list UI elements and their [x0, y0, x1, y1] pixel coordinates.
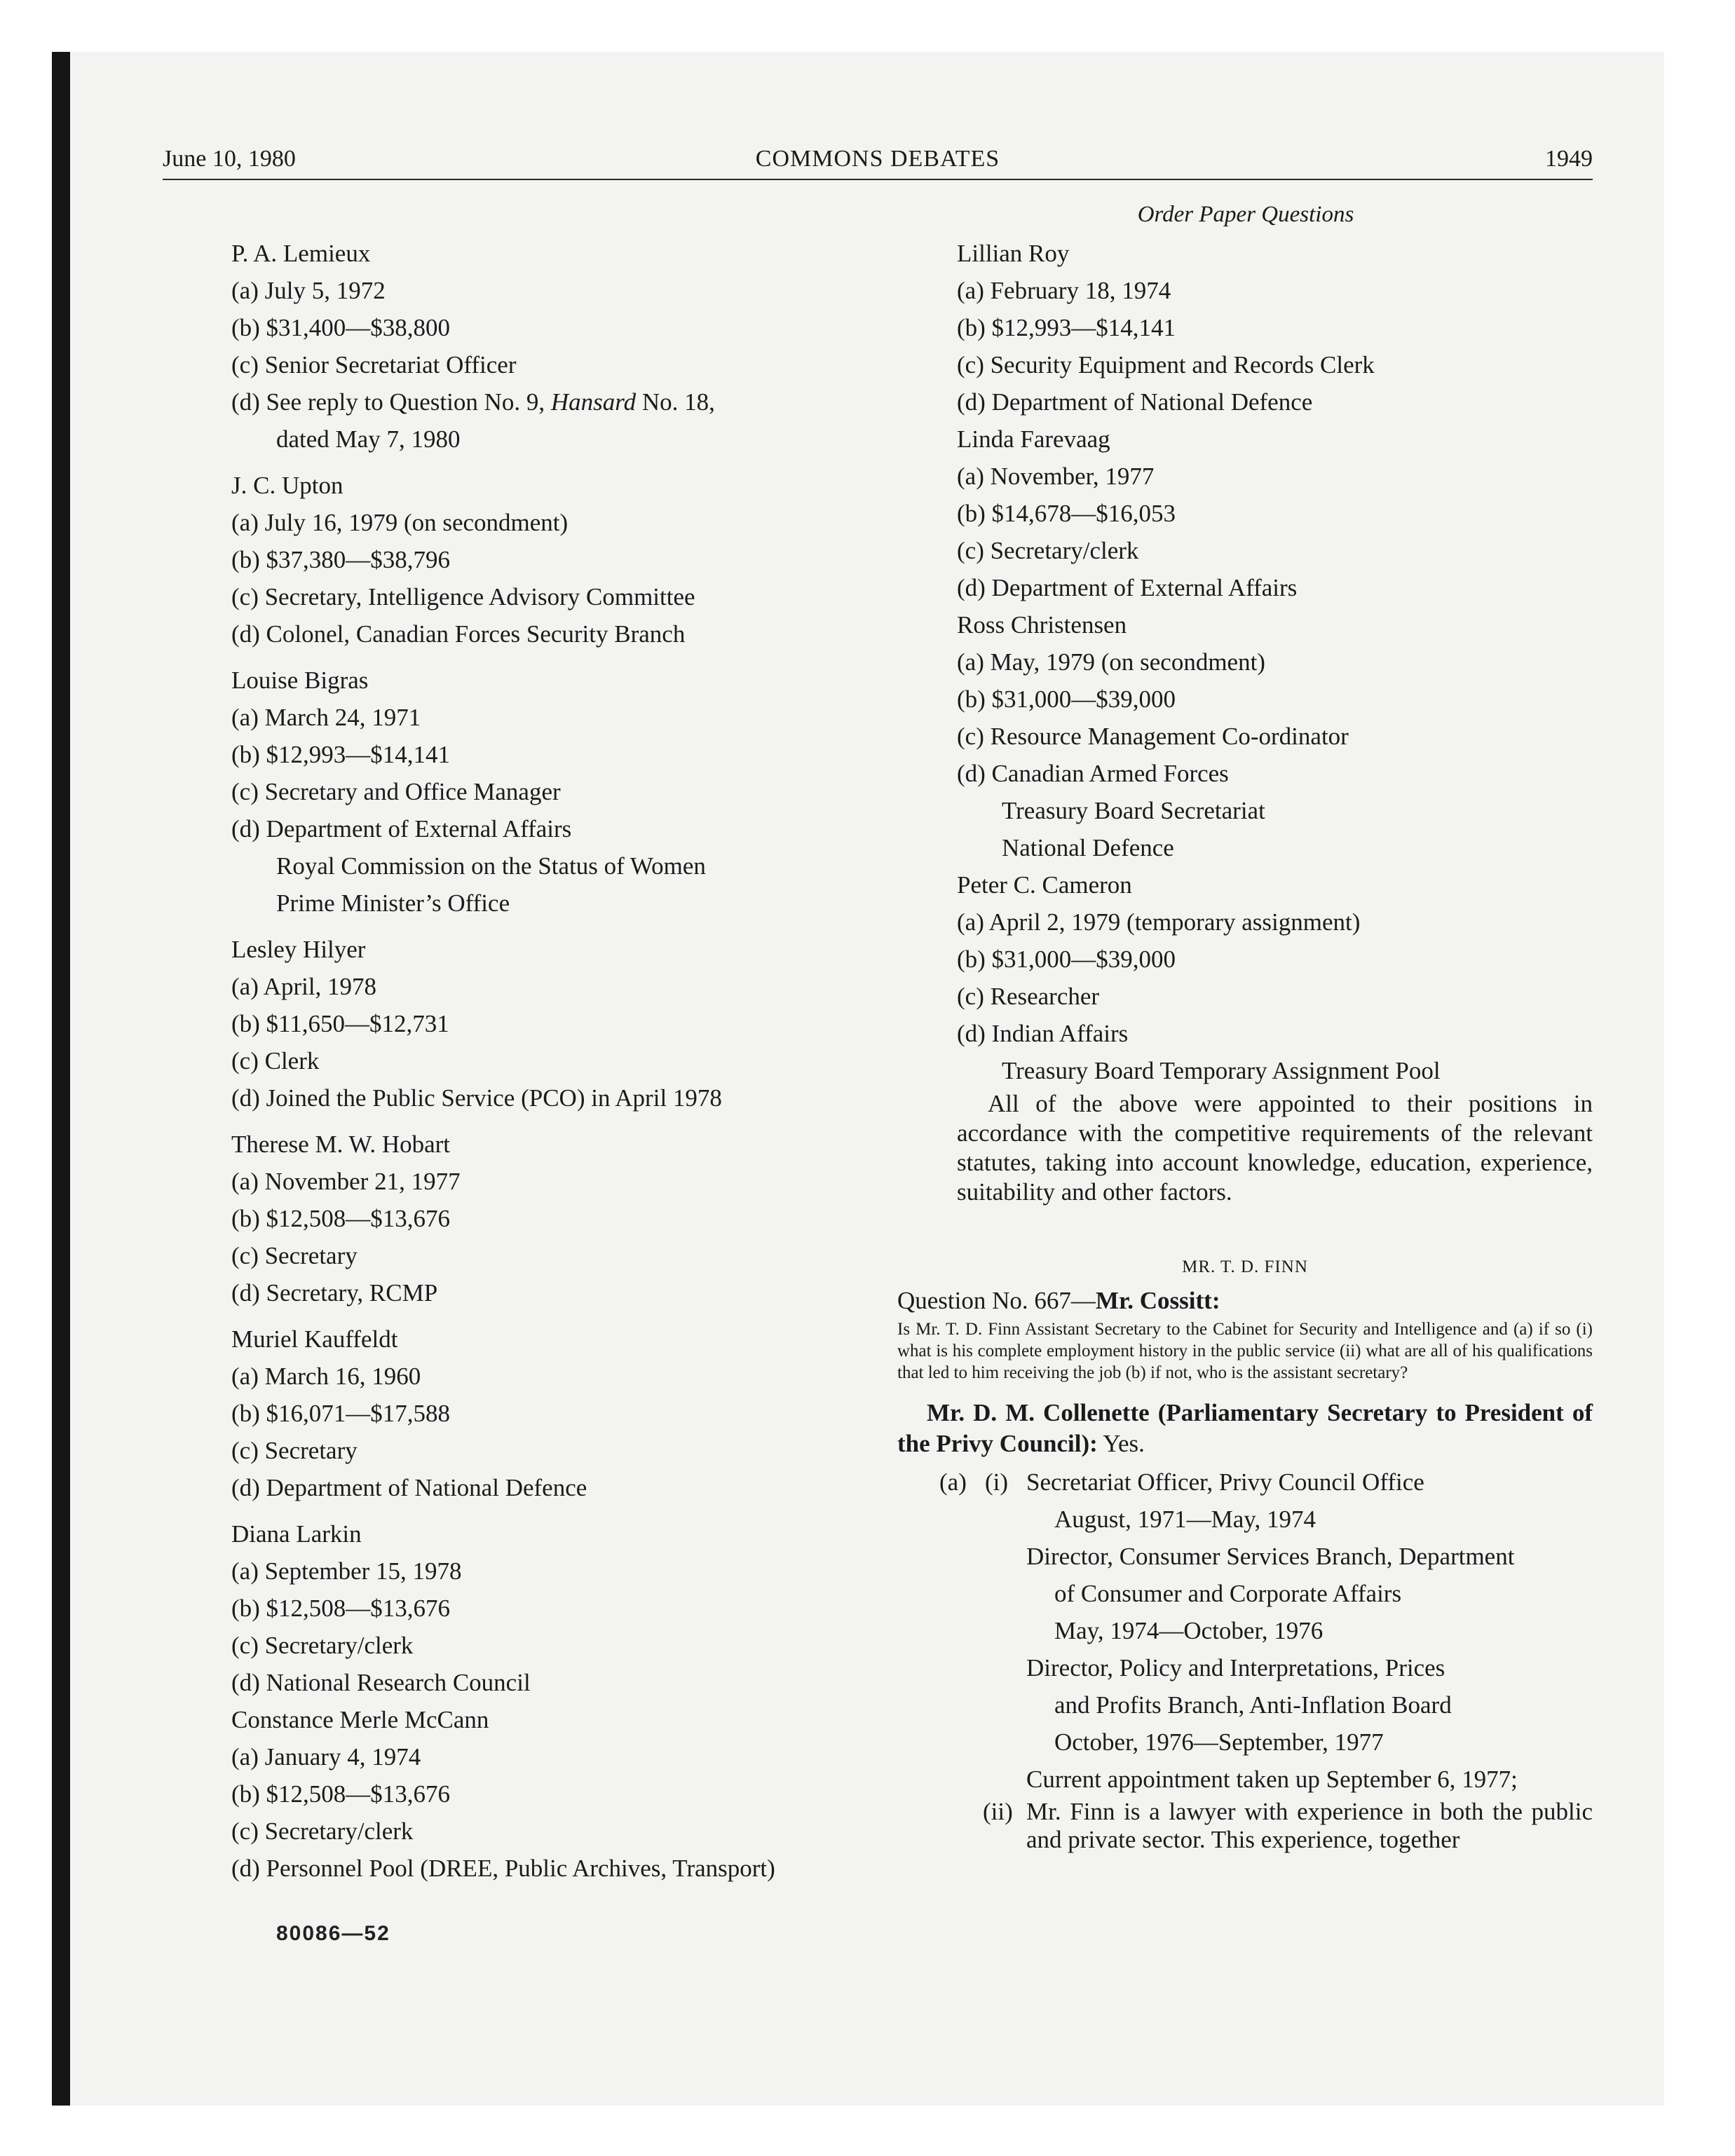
entry-item: (d) Canadian Armed Forces	[957, 760, 1229, 787]
entry-item: (c) Secretary/clerk	[231, 1632, 414, 1659]
entry-item: (a) April 2, 1979 (temporary assignment)	[957, 908, 1361, 936]
header-rule	[163, 179, 1593, 180]
entry-item: (a) July 5, 1972	[231, 277, 386, 304]
employee-name: J. C. Upton	[231, 472, 343, 499]
entry-item: (d) Indian Affairs	[957, 1020, 1129, 1047]
entry-item: (c) Secretary	[231, 1437, 358, 1464]
history-line: October, 1976—September, 1977	[1054, 1728, 1384, 1756]
answer-line	[897, 1649, 1593, 1686]
entry-item	[231, 383, 883, 421]
employee-name: Muriel Kauffeldt	[231, 1325, 398, 1353]
right-column	[957, 235, 1593, 1207]
answer-ii-text: Mr. Finn is a lawyer with experience in both the public and private sector. This experience, together	[1026, 1798, 1593, 1853]
entry-continuation: Treasury Board Temporary Assignment Pool	[1002, 1057, 1441, 1084]
entry-item: (c) Resource Management Co-ordinator	[957, 723, 1349, 750]
answer-line	[897, 1686, 1593, 1724]
entry-item: (b) $14,678—$16,053	[957, 500, 1176, 527]
entry-item: (a) March 24, 1971	[231, 704, 421, 731]
closing-paragraph: All of the above were appointed to their positions in accordance with the competitive requirements of the relevant statutes, taking into account knowledge, education, experience, suitability and other factors.	[957, 1090, 1593, 1206]
history-line: of Consumer and Corporate Affairs	[1054, 1580, 1402, 1607]
employee-name: Ross Christensen	[957, 611, 1127, 639]
answer-line	[897, 1538, 1593, 1575]
hansard-reference: Hansard	[550, 388, 637, 416]
entry-item: (a) July 16, 1979 (on secondment)	[231, 509, 569, 536]
entry-item: (c) Clerk	[231, 1047, 320, 1074]
entry-continuation: Treasury Board Secretariat	[1002, 797, 1265, 824]
employee-name: Linda Farevaag	[957, 425, 1110, 453]
answer-line	[897, 1724, 1593, 1761]
entry-item: (b) $12,508—$13,676	[231, 1595, 451, 1622]
question-number: Question No. 667—	[897, 1287, 1096, 1314]
employee-name: P. A. Lemieux	[231, 240, 371, 267]
entry-item: (b) $31,000—$39,000	[957, 685, 1176, 713]
history-line: Current appointment taken up September 6, 1977;	[1026, 1766, 1518, 1793]
entry-item: (a) September 15, 1978	[231, 1557, 462, 1585]
entry-item: (a) November, 1977	[957, 463, 1155, 490]
employee-name: Therese M. W. Hobart	[231, 1131, 451, 1158]
section-label: Order Paper Questions	[1137, 202, 1354, 227]
entry-item: (b) $31,000—$39,000	[957, 946, 1176, 973]
history-line: and Profits Branch, Anti-Inflation Board	[1054, 1691, 1452, 1719]
answer-marker-a: (a)	[939, 1468, 967, 1496]
entry-item: (a) April, 1978	[231, 973, 377, 1000]
entry-item: (b) $16,071—$17,588	[231, 1400, 451, 1427]
entry-item: (c) Secretary	[231, 1242, 358, 1269]
entry-item: (c) Secretary and Office Manager	[231, 778, 561, 805]
entry-item: (b) $12,508—$13,676	[231, 1780, 451, 1808]
header-date: June 10, 1980	[163, 146, 296, 172]
page-number: 1949	[1545, 146, 1593, 172]
entry-item-text: (d) See reply to Question No. 9,	[231, 388, 551, 416]
entry-item: (a) May, 1979 (on secondment)	[957, 648, 1265, 676]
entry-item-text: No. 18,	[636, 388, 715, 416]
answer-ii	[897, 1798, 1593, 1861]
question-member: Mr. Cossitt:	[1095, 1287, 1220, 1314]
entry-item: (b) $12,508—$13,676	[231, 1205, 451, 1232]
history-line: Secretariat Officer, Privy Council Office	[1026, 1468, 1424, 1496]
answer-line	[897, 1464, 1593, 1501]
employee-name: Lillian Roy	[957, 240, 1070, 267]
entry-item: (d) Department of National Defence	[231, 1474, 587, 1501]
answer-line	[897, 1501, 1593, 1538]
publication-title: COMMONS DEBATES	[755, 146, 1000, 172]
entry-item: (b) $12,993—$14,141	[957, 314, 1176, 341]
left-column	[231, 235, 883, 1887]
question-title	[897, 1283, 1593, 1318]
entry-item: (d) Joined the Public Service (PCO) in April 1978	[231, 1084, 722, 1112]
entry-item: (b) $11,650—$12,731	[231, 1010, 449, 1037]
entry-item: (a) November 21, 1977	[231, 1168, 461, 1195]
entry-item: (b) $12,993—$14,141	[231, 741, 451, 768]
employee-name: Louise Bigras	[231, 667, 369, 694]
binding-edge	[52, 52, 70, 2106]
print-code: 80086—52	[276, 1922, 390, 1945]
employee-name: Diana Larkin	[231, 1520, 362, 1548]
history-line: August, 1971—May, 1974	[1054, 1506, 1316, 1533]
entry-item: (c) Researcher	[957, 983, 1100, 1010]
entry-continuation: National Defence	[1002, 834, 1174, 861]
entry-item: (c) Secretary, Intelligence Advisory Committee	[231, 583, 695, 610]
employee-name: Peter C. Cameron	[957, 871, 1132, 899]
page-header	[163, 146, 1593, 179]
entry-item: (c) Secretary/clerk	[957, 537, 1139, 564]
question-text: Is Mr. T. D. Finn Assistant Secretary to the Cabinet for Security and Intelligence and (a) if so (i) what is his complete employment history in the public service (ii) what are all of his qualifications that led to him receiving the job (b) if not, who is the assistant secretary?	[897, 1320, 1593, 1382]
entry-item: (c) Senior Secretariat Officer	[231, 351, 517, 378]
entry-continuation: Prime Minister’s Office	[276, 889, 510, 917]
entry-item: (d) Department of External Affairs	[231, 815, 572, 842]
entry-item: (b) $31,400—$38,800	[231, 314, 451, 341]
entry-item: (c) Secretary/clerk	[231, 1817, 414, 1845]
answer-speaker: Mr. D. M. Collenette (Parliamentary Secretary to President of the Privy Council):	[897, 1399, 1593, 1457]
entry-item: (c) Security Equipment and Records Clerk	[957, 351, 1375, 378]
entry-item: (d) Secretary, RCMP	[231, 1279, 438, 1306]
answer-marker-i: (i)	[985, 1468, 1009, 1496]
entry-continuation: dated May 7, 1980	[276, 425, 461, 453]
entry-item: (b) $37,380—$38,796	[231, 546, 451, 573]
answer-line	[897, 1612, 1593, 1649]
employee-name: Lesley Hilyer	[231, 936, 366, 963]
entry-item: (d) Department of National Defence	[957, 388, 1313, 416]
answer-line	[897, 1575, 1593, 1612]
entry-item: (d) Colonel, Canadian Forces Security Branch	[231, 620, 686, 648]
entry-item: (a) January 4, 1974	[231, 1743, 421, 1770]
answer-intro	[897, 1398, 1593, 1459]
answer-marker-ii: (ii)	[983, 1798, 1013, 1825]
entry-item: (d) Department of External Affairs	[957, 574, 1298, 601]
history-line: Director, Policy and Interpretations, Prices	[1026, 1654, 1445, 1681]
answer-short: Yes.	[1097, 1430, 1145, 1457]
entry-item: (a) February 18, 1974	[957, 277, 1171, 304]
answer-line	[897, 1761, 1593, 1798]
history-line: May, 1974—October, 1976	[1054, 1617, 1324, 1644]
question-section	[897, 1251, 1593, 1861]
question-heading: MR. T. D. FINN	[1182, 1257, 1308, 1276]
entry-item: (d) Personnel Pool (DREE, Public Archives, Transport)	[231, 1855, 775, 1882]
entry-item: (a) March 16, 1960	[231, 1363, 421, 1390]
entry-item: (d) National Research Council	[231, 1669, 531, 1696]
entry-continuation: Royal Commission on the Status of Women	[276, 852, 706, 880]
history-line: Director, Consumer Services Branch, Department	[1026, 1543, 1515, 1570]
employee-name: Constance Merle McCann	[231, 1706, 489, 1733]
